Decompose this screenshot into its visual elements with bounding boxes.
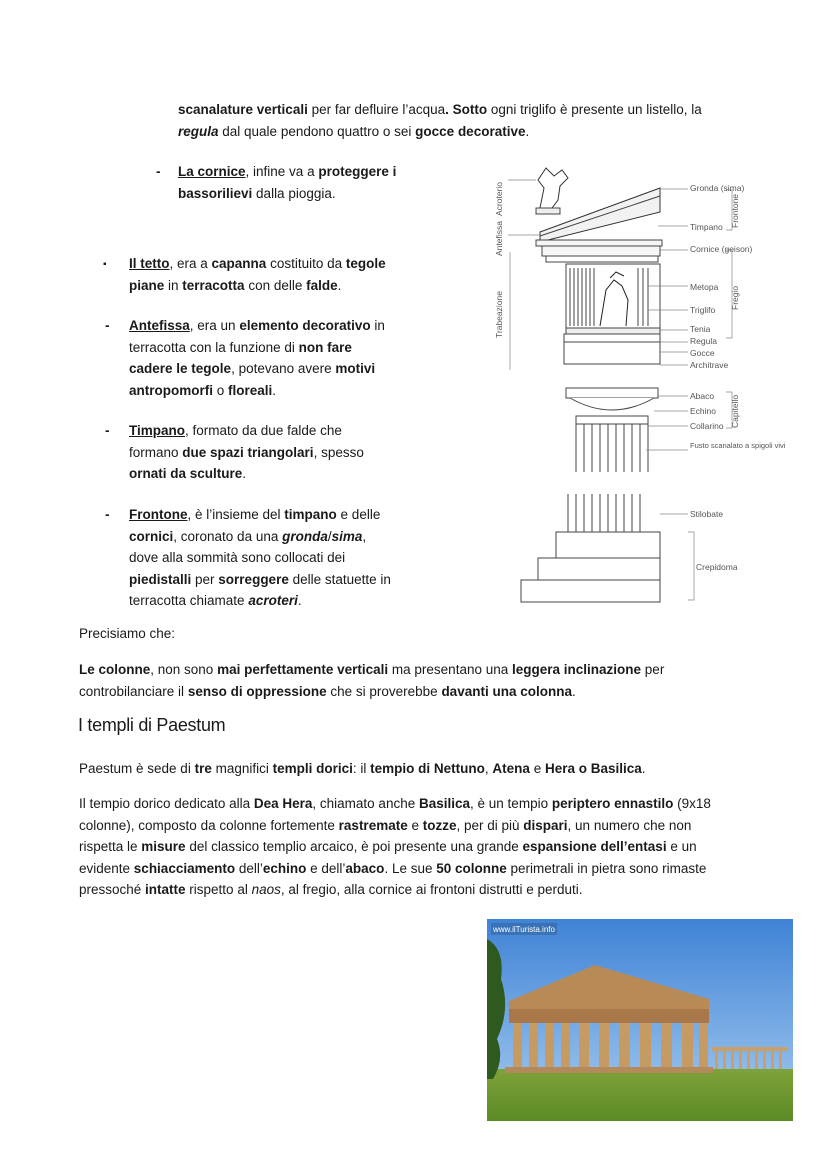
label-timpano: Timpano [690,222,723,232]
label-antefissa: Antefissa [494,221,504,256]
intro-paragraph: scanalature verticali per far defluire l’acqua. Sotto ogni triglifo è presente un listello, la regula dal quale pendono quattro o sei gocce decorative. [178,102,702,139]
colonne-paragraph: Le colonne, non sono mai perfettamente verticali ma presentano una leggera inclinazione per controbilanciare il senso di oppressione che si proverebbe davanti una colonna. [79,662,665,699]
timpano-item: Timpano, formato da due falde che formano due spazi triangolari, spesso ornati da sculture. [129,423,364,481]
tetto-item: Il tetto, era a capanna costituito da tegole piane in terracotta con delle falde. [129,256,386,293]
cornice-item: La cornice, infine va a proteggere i bassorilievi dalla pioggia. [178,164,397,201]
hera-paragraph: Il tempio dorico dedicato alla Dea Hera, chiamato anche Basilica, è un tempio periptero ennastilo (9x18 colonne), composto da colonne fortemente rastremate e tozze, per di più dispari, un numero che non rispetta le misure del classico templio arcaico, è poi presente una grande espansione dell’entasi e un evidente schiacciamento dell’echino e dell’abaco. Le sue 50 colonne perimetrali in pietra sono rimaste pressoché intatte rispetto al naos, al fregio, alla cornice ai frontoni distrutti e perduti. [79,796,711,897]
label-collarino: Collarino [690,421,724,431]
label-architrave: Architrave [690,360,729,370]
label-gronda: Gronda (sima) [690,183,745,193]
paestum-paragraph: Paestum è sede di tre magnifici templi dorici: il tempio di Nettuno, Atena e Hera o Basilica. [79,761,646,776]
label-regula: Regula [690,336,717,346]
label-trabeazione: Trabeazione [494,291,504,338]
dash-marker: - [105,423,110,438]
label-crepidoma: Crepidoma [696,562,738,572]
square-bullet: ▪ [103,259,107,270]
label-fusto: Fusto scanalato a spigoli vivi [690,441,786,450]
label-tenia: Tenia [690,324,711,334]
label-metopa: Metopa [690,282,719,292]
section-heading: I templi di Paestum [78,715,226,735]
dash-marker: - [156,164,161,179]
label-triglifo: Triglifo [690,305,716,315]
dash-marker: - [105,507,110,522]
label-frontone: Frontone [730,193,740,228]
dash-marker: - [105,318,110,333]
photo-watermark: www.ilTurista.info [493,925,555,934]
label-acroterio: Acroterio [494,181,504,216]
label-cornice: Cornice (geison) [690,244,753,254]
precisiamo-text: Precisiamo che: [79,626,176,641]
label-echino: Echino [690,406,716,416]
temple-photo [487,919,793,1121]
antefissa-item: Antefissa, era un elemento decorativo in terracotta con la funzione di non fare cadere le tegole, potevano avere motivi antropomorfi o floreali. [129,318,385,398]
label-capitello: Capitello [730,394,740,428]
label-gocce: Gocce [690,348,715,358]
frontone-item: Frontone, è l’insieme del timpano e delle cornici, coronato da una gronda/sima, dove alla sommità sono collocati dei piedistalli per sorreggere delle statuette in terracotta chiamate acroteri. [129,507,391,608]
label-fregio: Fregio [730,285,740,310]
acroterio-sculpture [536,168,568,214]
label-abaco: Abaco [690,391,715,401]
doric-order-diagram [488,160,788,608]
label-stilobate: Stilobate [690,509,724,519]
